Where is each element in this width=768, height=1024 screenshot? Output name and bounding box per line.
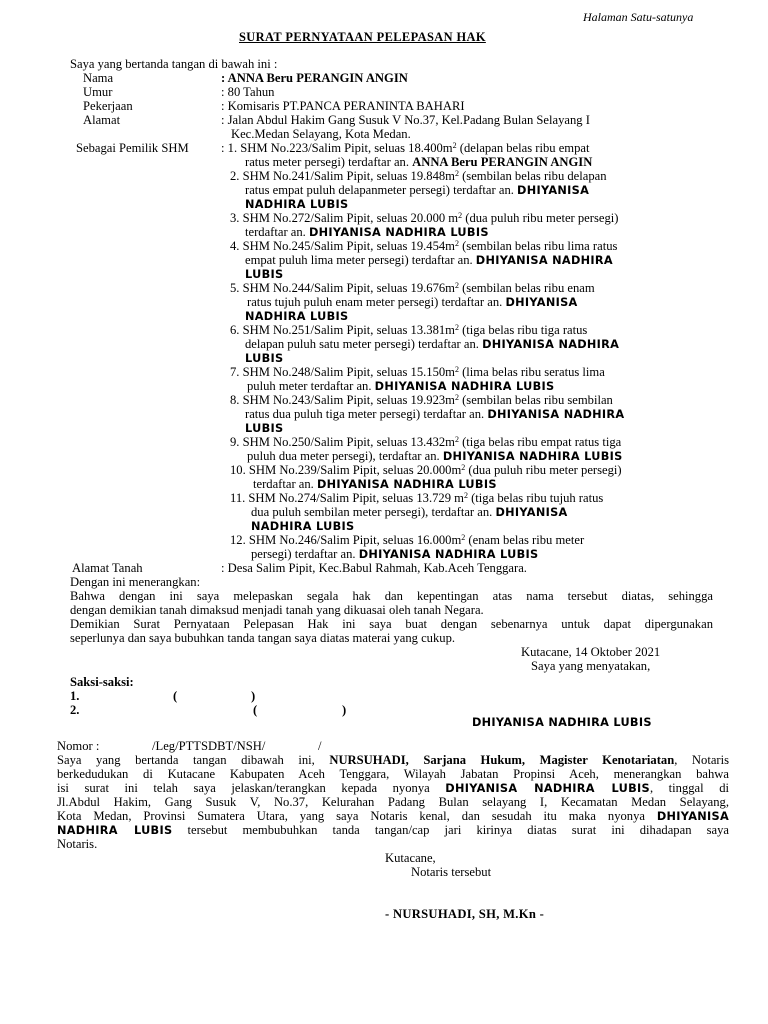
nama-value: : ANNA Beru PERANGIN ANGIN <box>221 71 408 85</box>
shm-item-5-cont: ratus tujuh puluh enam meter persegi) terdaftar an. DHIYANISA <box>247 295 578 309</box>
owner-name: DHIYANISA NADHIRA LUBIS <box>358 548 539 561</box>
shm-item-2-cont: ratus empat puluh delapanmeter persegi) terdaftar an. DHIYANISA <box>245 183 590 197</box>
notary-line-7: Notaris. <box>57 837 98 851</box>
owner-name: NADHIRA LUBIS <box>57 824 173 837</box>
shm-item-8-cont: ratus dua puluh tiga meter persegi) terdaftar an. DHIYANISA NADHIRA <box>245 407 625 421</box>
shm-item-11-cont: dua puluh sembilan meter persegi), terdaftar an. DHIYANISA <box>251 505 568 519</box>
shm-item-7: 7. SHM No.248/Salim Pipit, seluas $15.150m^2$ (lima belas ribu seratus lima <box>230 365 605 379</box>
notary-line-5: Kota Medan, Provinsi Sumatera Utara, yang saya Notaris kenal, dan sesudah itu maka nyonya DHIYANISA <box>57 809 729 823</box>
shm-item-11: 11. SHM No.274/Salim Pipit, seluas 13.729 $m^2$ (tiga belas ribu tujuh ratus <box>230 491 604 505</box>
owner-name: LUBIS <box>245 352 284 365</box>
umur-label: Umur <box>83 85 113 99</box>
witnesses-label: Saksi-saksi: <box>70 675 134 689</box>
page-note: Halaman Satu-satunya <box>583 10 694 24</box>
shm-item-1-cont: ratus meter persegi) terdaftar an. ANNA Beru PERANGIN ANGIN <box>245 155 593 169</box>
owner-name: DHIYANISA NADHIRA <box>487 408 625 421</box>
paragraph-release: Bahwa dengan ini saya melepaskan segala hak dan kepentingan atas nama tersebut diatas, sehingga <box>70 589 713 603</box>
shm-item-6: 6. SHM No.251/Salim Pipit, seluas $13.381m^2$ (tiga belas ribu tiga ratus <box>230 323 588 337</box>
paragraph-closing-cont: seperlunya dan saya bubuhkan tanda tangan saya diatas materai yang cukup. <box>70 631 456 645</box>
shm-item-6-cont: delapan puluh satu meter persegi) terdaftar an. DHIYANISA NADHIRA <box>245 337 620 351</box>
witness-2-open-paren: ( <box>253 703 258 717</box>
witness-1-number: 1. <box>70 689 80 703</box>
shm-item-2: 2. SHM No.241/Salim Pipit, seluas $19.848m^2$ (sembilan belas ribu delapan <box>230 169 607 183</box>
witness-2-close-paren: ) <box>342 703 347 717</box>
declarant-name: DHIYANISA NADHIRA LUBIS <box>472 716 652 729</box>
owner-name: ANNA Beru PERANGIN ANGIN <box>412 155 593 169</box>
pekerjaan-label: Pekerjaan <box>83 99 133 113</box>
notary-line-3: isi surat ini telah saya jelaskan/terangkan kepada nyonya DHIYANISA NADHIRA LUBIS, tinggal di <box>57 781 730 795</box>
notary-signature-name: - NURSUHADI, SH, M.Kn - <box>385 907 545 921</box>
shm-item-3: 3. SHM No.272/Salim Pipit, seluas 20.000 $m^2$ (dua puluh ribu meter persegi) <box>230 211 619 225</box>
nomor-label: Nomor : <box>57 739 100 753</box>
place-date: Kutacane, 14 Oktober 2021 <box>521 645 661 659</box>
owner-name: DHIYANISA NADHIRA <box>482 338 620 351</box>
shm-item-1: : 1. SHM No.223/Salim Pipit, seluas $18.400m^2$ (delapan belas ribu empat <box>221 141 590 155</box>
alamat-label: Alamat <box>83 113 121 127</box>
shm-item-3-cont: terdaftar an. DHIYANISA NADHIRA LUBIS <box>245 225 489 239</box>
declarant-caption: Saya yang menyatakan, <box>531 659 651 673</box>
notary-line-6: NADHIRA LUBIS tersebut membubuhkan tanda tangan/cap jari kirinya diatas surat ini dihadapan saya <box>57 823 729 837</box>
shm-item-7-cont: puluh meter terdaftar an. DHIYANISA NADHIRA LUBIS <box>247 379 555 393</box>
pekerjaan-value: : Komisaris PT.PANCA PERANINTA BAHARI <box>221 99 465 113</box>
nomor-code: /Leg/PTTSDBT/NSH/ <box>152 739 266 753</box>
owner-name: DHIYANISA <box>517 184 590 197</box>
shm-item-10-cont: terdaftar an. DHIYANISA NADHIRA LUBIS <box>253 477 497 491</box>
owner-name: DHIYANISA <box>656 810 729 823</box>
umur-value: : 80 Tahun <box>221 85 275 99</box>
menerangkan-text: Dengan ini menerangkan: <box>70 575 201 589</box>
witness-2-number: 2. <box>70 703 80 717</box>
owner-name: DHIYANISA NADHIRA <box>475 254 613 267</box>
witness-1-close-paren: ) <box>251 689 256 703</box>
notary-name: NURSUHADI, Sarjana Hukum, Magister Kenotariatan <box>329 753 675 767</box>
owner-name: DHIYANISA NADHIRA LUBIS <box>374 380 555 393</box>
shm-item-9: 9. SHM No.250/Salim Pipit, seluas $13.432m^2$ (tiga belas ribu empat ratus tiga <box>230 435 622 449</box>
witness-1-open-paren: ( <box>173 689 178 703</box>
alamat-value-cont: Kec.Medan Selayang, Kota Medan. <box>231 127 411 141</box>
document-title: SURAT PERNYATAAN PELEPASAN HAK <box>239 30 486 44</box>
owner-name: DHIYANISA <box>505 296 578 309</box>
alamat-tanah-label: Alamat Tanah <box>72 561 143 575</box>
notary-line-4: Jl.Abdul Hakim, Gang Susuk V, No.37, Kelurahan Padang Bulan selayang I, Kecamatan Medan Selayang, <box>57 795 729 809</box>
owner-name: LUBIS <box>245 422 284 435</box>
notary-place: Kutacane, <box>385 851 436 865</box>
owner-name: NADHIRA LUBIS <box>251 520 355 533</box>
alamat-value: : Jalan Abdul Hakim Gang Susuk V No.37, Kel.Padang Bulan Selayang I <box>221 113 590 127</box>
owner-name: LUBIS <box>245 268 284 281</box>
paragraph-release-cont: dengan demikian tanah dimaksud menjadi tanah yang dikuasai oleh tanah Negara. <box>70 603 484 617</box>
notary-line-1: Saya yang bertanda tangan dibawah ini, NURSUHADI, Sarjana Hukum, Magister Kenotariatan, Notaris <box>57 753 729 767</box>
paragraph-closing: Demikian Surat Pernyataan Pelepasan Hak ini saya buat dengan sebenarnya untuk dapat dipergunakan <box>70 617 713 631</box>
nama-label: Nama <box>83 71 114 85</box>
owner-name: NADHIRA LUBIS <box>245 310 349 323</box>
owner-name: DHIYANISA <box>495 506 568 519</box>
shm-item-4-cont: empat puluh lima meter persegi) terdaftar an. DHIYANISA NADHIRA <box>245 253 613 267</box>
notary-title: Notaris tersebut <box>411 865 492 879</box>
intro-text: Saya yang bertanda tangan di bawah ini : <box>70 57 278 71</box>
shm-item-4: 4. SHM No.245/Salim Pipit, seluas $19.454m^2$ (sembilan belas ribu lima ratus <box>230 239 618 253</box>
owner-name: DHIYANISA NADHIRA LUBIS <box>442 450 623 463</box>
shm-item-12-cont: persegi) terdaftar an. DHIYANISA NADHIRA LUBIS <box>251 547 539 561</box>
shm-item-10: 10. SHM No.239/Salim Pipit, seluas $20.000m^2$ (dua puluh ribu meter persegi) <box>230 463 622 477</box>
pemilik-label: Sebagai Pemilik SHM <box>76 141 189 155</box>
shm-item-9-cont: puluh dua meter persegi), terdaftar an. DHIYANISA NADHIRA LUBIS <box>247 449 623 463</box>
shm-item-8: 8. SHM No.243/Salim Pipit, seluas $19.923m^2$ (sembilan belas ribu sembilan <box>230 393 613 407</box>
owner-name: DHIYANISA NADHIRA LUBIS <box>316 478 497 491</box>
shm-item-5: 5. SHM No.244/Salim Pipit, seluas $19.676m^2$ (sembilan belas ribu enam <box>230 281 595 295</box>
nomor-end: / <box>318 739 322 753</box>
notary-line-2: berkedudukan di Kutacane Kabupaten Aceh Tenggara, Wilayah Jabatan Propinsi Aceh, menerangkan bahwa <box>57 767 729 781</box>
alamat-tanah-value: : Desa Salim Pipit, Kec.Babul Rahmah, Kab.Aceh Tenggara. <box>221 561 527 575</box>
shm-item-12: 12. SHM No.246/Salim Pipit, seluas $16.000m^2$ (enam belas ribu meter <box>230 533 585 547</box>
owner-name: NADHIRA LUBIS <box>245 198 349 211</box>
owner-name: DHIYANISA NADHIRA LUBIS <box>445 782 650 795</box>
owner-name: DHIYANISA NADHIRA LUBIS <box>308 226 489 239</box>
